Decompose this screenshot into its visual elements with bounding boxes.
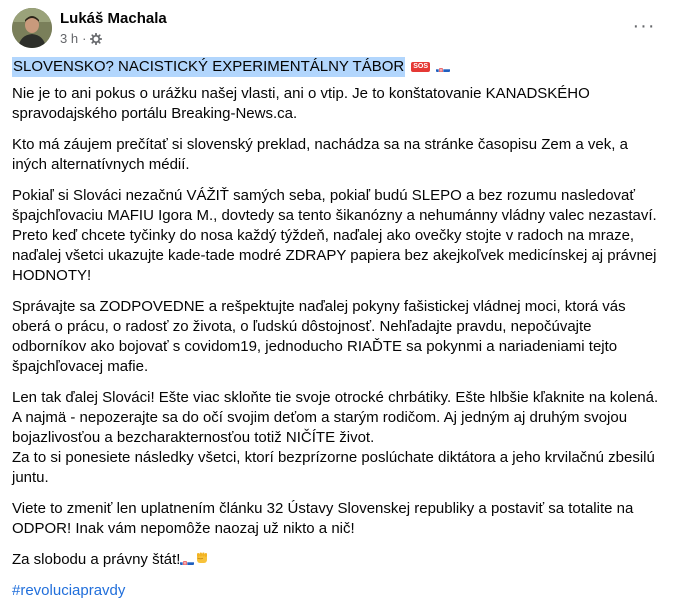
author-avatar[interactable] [12,8,52,48]
avatar-image [12,8,52,48]
meta-separator: · [82,31,87,46]
more-options-button[interactable] [630,12,658,40]
post-title-line [12,57,662,77]
post-title: SLOVENSKO? NACISTICKÝ EXPERIMENTÁLNY TÁBOR [13,58,405,75]
slovakia-flag-icon [436,62,450,72]
gear-icon[interactable] [90,33,102,45]
post-paragraph-2: Kto má záujem prečítať si slovenský preklad, nachádza sa na stránke časopisu Zem a vek, a iných alternatívnych médií. [12,136,628,173]
raised-fist-icon [194,550,210,566]
post-paragraph-5: Len tak ďalej Slováci! Ešte viac skloňte tie svoje otrocké chrbátiky. Ešte hlbšie kľaknite na kolená. A najmä - nepozerajte sa do očí svojim deťom a starým rodičom. Aj jedným aj druhým svojou bojazlivosťou a bezcharakternosťou totiž NIČÍTE život. Za to si ponesiete následky všetci, ktorí bezprízorne poslúchate diktátora a jeho krvilačnú zbesilú juntu. [12,389,659,486]
more-options-icon: ··· [632,14,656,37]
post-paragraph-6: Viete to zmeniť len uplatnením článku 32 Ústavy Slovenskej republiky a postaviť sa totalite na ODPOR! Inak vám nepomôže naozaj už nikto a nič! [12,500,634,537]
post-paragraph-4: Správajte sa ZODPOVEDNE a rešpektujte naďalej pokyny fašistickej vládnej moci, ktorá vás oberá o prácu, o radosť zo života, o ľudskú dôstojnosť. Nehľadajte pravdu, nepočúvajte odborníkov ako bojovať s covidom19, jednoducho RIAĎTE sa pokynmi a nariadeniami tejto špajchľovacej mafie. [12,298,626,375]
post-meta [60,31,102,46]
post-closing-line [12,550,662,570]
hashtag-link[interactable]: #revoluciapravdy [12,582,126,599]
sos-icon: SOS [413,63,429,70]
post-body [12,57,662,601]
post-paragraph-1: Nie je to ani pokus o urážku našej vlasti, ani o vtip. Je to konštatovanie KANADSKÉHO spravodajského portálu Breaking-News.ca. [12,85,590,122]
post-closing: Za slobodu a právny štát! [12,551,181,568]
post-time[interactable]: 3 h [60,31,79,46]
post-paragraph-3: Pokiaľ si Slováci nezačnú VÁŽIŤ samých seba, pokiaľ budú SLEPO a bez rozumu nasledovať špajchľovaciu MAFIU Igora M., dovtedy sa tento šikanózny a nehumánny vládny valec nezastaví. Preto keď chcete tyčinky do nosa každý týždeň, naďalej ako ovečky stojte v radoch na mraze, naďalej všetci ukazujte kade-tade modré ZDRAPY papiera bez akejkoľvek medicínskej aj právnej HODNOTY! [12,187,657,284]
author-name[interactable]: Lukáš Machala [60,10,167,27]
post-header [12,6,662,52]
slovakia-flag-icon [180,555,194,565]
